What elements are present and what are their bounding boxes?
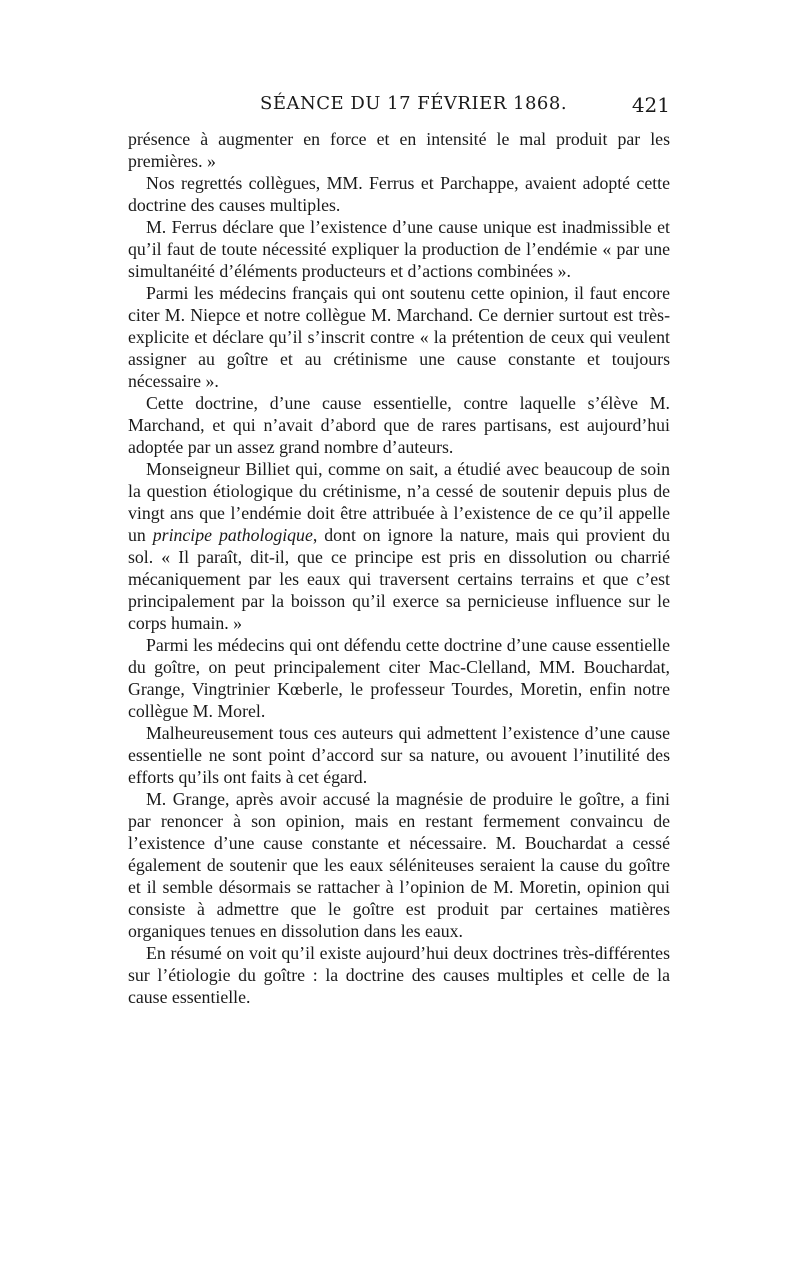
paragraph-9: M. Grange, après avoir accusé la magnésie de produire le goître, a fini par renoncer à son opinion, mais en restant fermement convaincu de l’existence d’une cause constante et nécessaire. M. Bouchardat a cessé également de soutenir que les eaux séléniteuses seraient la cause du goître et il semble désormais se rattacher à l’opinion de M. Moretin, opinion qui consiste à admettre que le goître est produit par certaines matières organiques tenues en dissolution dans les eaux. — [128, 789, 670, 941]
paragraph-1: présence à augmenter en force et en intensité le mal produit par les premières. » — [128, 129, 670, 171]
paragraph-5: Cette doctrine, d’une cause essentielle, contre laquelle s’élève M. Marchand, et qui n’avait d’abord que de rares partisans, est aujourd’hui adoptée par un assez grand nombre d’auteurs. — [128, 393, 670, 457]
paragraph-6-end: , dont on ignore la nature, mais qui provient du sol. « Il paraît, dit-il, que ce principe est pris en dissolution ou charrié mécaniquement par les eaux qui traversent certains terrains et que c’est principalement par la boisson qu’il exerce sa pernicieuse influence sur le corps humain. » — [128, 525, 670, 633]
paragraph-3: M. Ferrus déclare que l’existence d’une cause unique est inadmissible et qu’il faut de toute nécessité expliquer la production de l’endémie « par une simultanéité d’éléments producteurs et d’actions combinées ». — [128, 217, 670, 281]
body-text — [128, 128, 670, 1008]
page-number: 421 — [631, 93, 670, 117]
paragraph-8: Malheureusement tous ces auteurs qui admettent l’existence d’une cause essentielle ne sont point d’accord sur sa nature, ou avouent l’inutilité des efforts qu’ils ont faits à cet égard. — [128, 723, 670, 787]
paragraph-6 — [128, 458, 670, 634]
paragraph-2: Nos regrettés collègues, MM. Ferrus et Parchappe, avaient adopté cette doctrine des causes multiples. — [128, 173, 670, 215]
running-header — [128, 93, 670, 123]
italic-term: principe pathologique — [152, 525, 313, 545]
running-title: SÉANCE DU 17 FÉVRIER 1868. — [260, 93, 568, 114]
paragraph-7: Parmi les médecins qui ont défendu cette doctrine d’une cause essentielle du goître, on peut principalement citer Mac-Clelland, MM. Bouchardat, Grange, Vingtrinier Kœberle, le professeur Tourdes, Moretin, enfin notre collègue M. Morel. — [128, 635, 670, 721]
paragraph-10: En résumé on voit qu’il existe aujourd’hui deux doctrines très-différentes sur l’étiologie du goître : la doctrine des causes multiples et celle de la cause essentielle. — [128, 943, 670, 1007]
paragraph-6-start: Monseigneur Billiet qui, comme on sait, a étudié avec beaucoup de soin la question étiologique du crétinisme, n’a cessé de soutenir depuis plus de vingt ans que l’endémie doit être attribuée à l’existence de ce qu’il appelle un — [128, 459, 670, 545]
paragraph-4: Parmi les médecins français qui ont soutenu cette opinion, il faut encore citer M. Niepce et notre collègue M. Marchand. Ce dernier surtout est très-explicite et déclare qu’il s’inscrit contre « la prétention de ceux qui veulent assigner au goître et au crétinisme une cause constante et toujours nécessaire ». — [128, 283, 670, 391]
